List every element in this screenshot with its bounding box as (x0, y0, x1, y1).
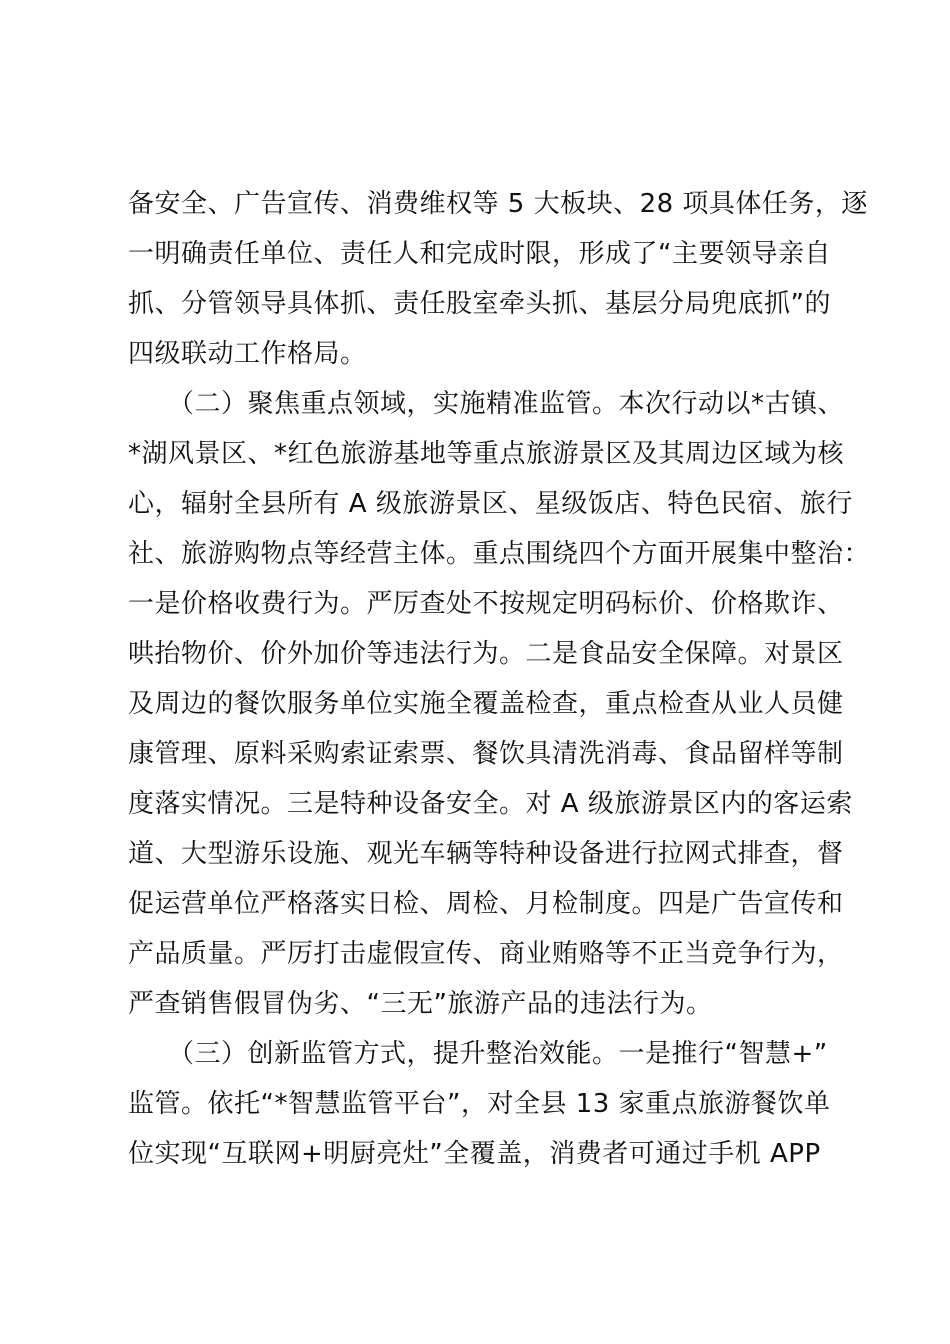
text-line: 促运营单位严格落实日检、周检、月检制度。四是广告宣传和 (128, 889, 844, 919)
text-line: 四级联动工作格局。 (128, 339, 367, 369)
text-line: 监管。依托“*智慧监管平台”，对全县 13 家重点旅游餐饮单 (128, 1089, 831, 1119)
text-line: （二）聚焦重点领域，实施精准监管。本次行动以*古镇、 (168, 389, 845, 419)
text-line: 康管理、原料采购索证索票、餐饮具清洗消毒、食品留样等制 (128, 739, 844, 769)
text-line: 位实现“互联网+明厨亮灶”全覆盖，消费者可通过手机 APP (128, 1139, 821, 1169)
text-line: 一是价格收费行为。严厉查处不按规定明码标价、价格欺诈、 (128, 589, 844, 619)
text-line: 哄抬物价、价外加价等违法行为。二是食品安全保障。对景区 (128, 639, 844, 669)
text-line: 道、大型游乐设施、观光车辆等特种设备进行拉网式排查，督 (128, 839, 844, 869)
text-line: 抓、分管领导具体抓、责任股室牵头抓、基层分局兜底抓”的 (128, 289, 831, 319)
text-line: *湖风景区、*红色旅游基地等重点旅游景区及其周边区域为核 (128, 439, 845, 469)
text-line: 产品质量。严厉打击虚假宣传、商业贿赂等不正当竞争行为， (128, 939, 844, 969)
text-line: （三）创新监管方式，提升整治效能。一是推行“智慧+” (168, 1039, 828, 1069)
text-line: 社、旅游购物点等经营主体。重点围绕四个方面开展集中整治： (128, 539, 871, 569)
text-line: 严查销售假冒伪劣、“三无”旅游产品的违法行为。 (128, 989, 713, 1019)
text-line: 一明确责任单位、责任人和完成时限，形成了“主要领导亲自 (128, 239, 831, 269)
text-line: 及周边的餐饮服务单位实施全覆盖检查，重点检查从业人员健 (128, 689, 844, 719)
text-line: 度落实情况。三是特种设备安全。对 A 级旅游景区内的客运索 (128, 789, 853, 819)
text-line: 备安全、广告宣传、消费维权等 5 大板块、28 项具体任务，逐 (128, 189, 868, 219)
text-line: 心，辐射全县所有 A 级旅游景区、星级饭店、特色民宿、旅行 (128, 489, 853, 519)
